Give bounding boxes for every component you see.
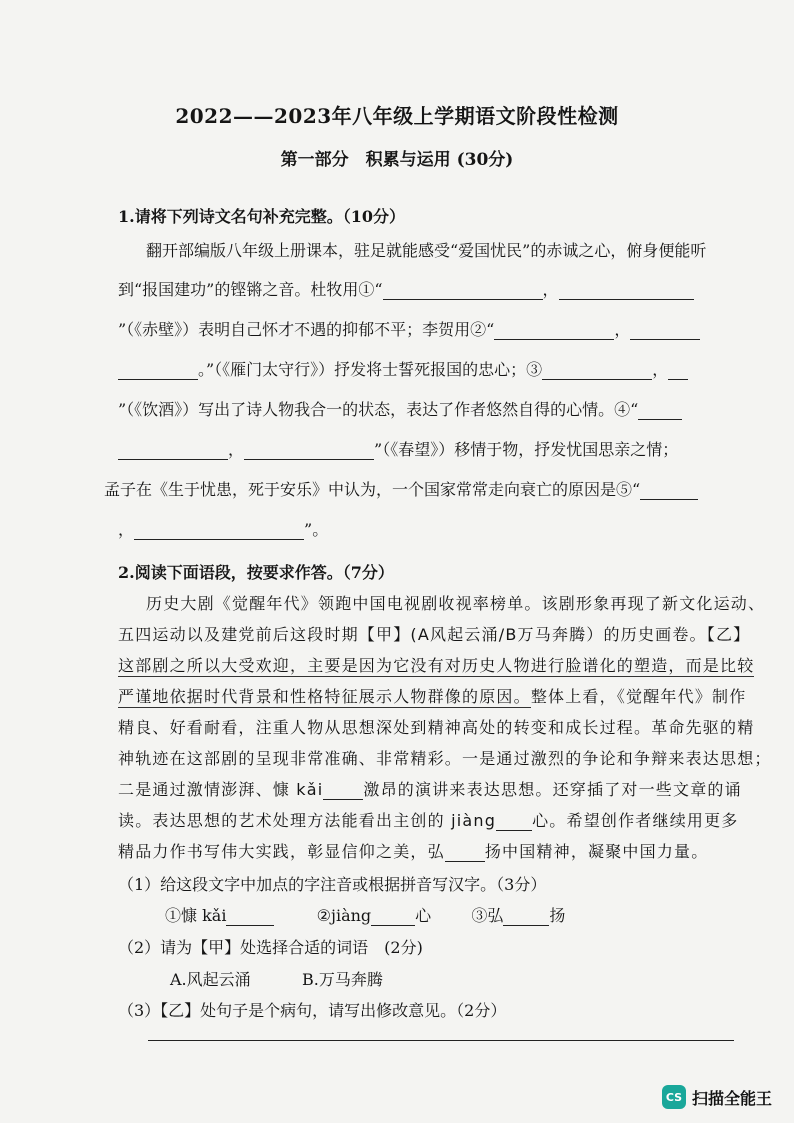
q2-passage-line: 严谨地依据时代背景和性格特征展示人物群像的原因。整体上看，《觉醒年代》制作 [118, 687, 747, 706]
q2-passage-line: 五四运动以及建党前后这段时期【甲】(A风起云涌/B万马奔腾）的历史画卷。【乙】 [118, 625, 751, 644]
exam-title: 2022——2023年八年级上学期语文阶段性检测 [175, 104, 619, 128]
answer-blank[interactable] [638, 401, 682, 420]
answer-blank[interactable] [371, 907, 415, 926]
q2-passage-line [118, 653, 755, 676]
answer-blank[interactable] [630, 321, 700, 340]
q1-line-1: 翻开部编版八年级上册课本，驻足就能感受“爱国忧民”的赤诚之心，俯身便能听 [146, 241, 707, 260]
answer-blank[interactable] [244, 441, 374, 460]
answer-blank[interactable] [640, 481, 698, 500]
q2-passage-line: 精品力作书写伟大实践，彰显信仰之美，弘 扬中国精神，凝聚中国力量。 [118, 842, 709, 861]
q1-line-2: 到“报国建功”的铿锵之音。杜牧用①“ ， [118, 277, 728, 300]
answer-blank[interactable] [134, 521, 304, 540]
answer-blank[interactable] [503, 907, 549, 926]
q1-line-5: ”（《饮酒》）写出了诗人物我合一的状态，表达了作者悠然自得的心情。④“ [118, 397, 728, 420]
q2-sub1-prompt: （1）给这段文字中加点的字注音或根据拼音写汉字。（3分） [118, 875, 547, 894]
watermark-label: 扫描全能王 [692, 1088, 773, 1108]
q2-heading: 2.阅读下面语段，按要求作答。（7分） [118, 563, 394, 582]
q2-passage-line: 神轨迹在这部剧的呈现非常准确、非常精彩。一是通过激烈的争论和争辩来表达思想； [118, 749, 772, 768]
sick-sentence-underline: 这部剧之所以大受欢迎，主要是因为它没有对历史人物进行脸谱化的塑造，而是比较 [118, 656, 755, 675]
answer-blank[interactable] [118, 441, 228, 460]
answer-blank[interactable] [226, 907, 274, 926]
q2-passage-line: 读。表达思想的艺术处理方法能看出主创的 jiàng 心。希望创作者继续用更多 [118, 811, 739, 830]
q1-heading: 1.请将下列诗文名句补充完整。（10分） [118, 207, 405, 226]
answer-blank[interactable] [323, 781, 363, 800]
answer-blank[interactable] [559, 281, 694, 300]
answer-blank[interactable] [383, 281, 543, 300]
answer-blank[interactable] [445, 843, 485, 862]
camscanner-logo-icon: CS [662, 1085, 686, 1109]
q1-line-6: ， ”（《春望》）移情于物，抒发忧国思亲之情； [118, 437, 728, 460]
answer-blank[interactable] [668, 361, 688, 380]
answer-blank[interactable] [118, 361, 198, 380]
answer-blank[interactable] [494, 321, 614, 340]
q2-sub2-option-a: A.风起云涌 [170, 970, 251, 989]
answer-blank[interactable] [496, 812, 532, 831]
q1-line-4: 。”（《雁门太守行》）抒发将士誓死报国的忠心；③ ， [118, 357, 728, 380]
sick-sentence-underline: 严谨地依据时代背景和性格特征展示人物群像的原因。 [118, 687, 531, 706]
q1-line-8: ， ”。 [118, 520, 329, 539]
answer-line[interactable] [148, 1040, 734, 1041]
q1-line-7: 孟子在《生于忧患，死于安乐》中认为，一个国家常常走向衰亡的原因是⑤“ [104, 477, 714, 500]
q2-passage-line: 历史大剧《觉醒年代》领跑中国电视剧收视率榜单。该剧形象再现了新文化运动、 [146, 594, 766, 613]
q2-sub3-prompt: （3）【乙】处句子是个病句，请写出修改意见。（2分） [118, 1001, 507, 1020]
q2-passage-line: 二是通过激情澎湃、慷 kǎi 激昂的演讲来表达思想。还穿插了对一些文章的诵 [118, 780, 742, 799]
q2-sub2-prompt: （2）请为【甲】处选择合适的词语 (2分) [118, 938, 423, 957]
q1-line-3: ”（《赤壁》）表明自己怀才不遇的抑郁不平；李贺用②“ ， [118, 317, 728, 340]
scanner-watermark [662, 1085, 772, 1109]
answer-blank[interactable] [542, 361, 652, 380]
q2-passage-line: 精良、好看耐看，注重人物从思想深处到精神高处的转变和成长过程。革命先驱的精 [118, 718, 755, 737]
section-title: 第一部分 积累与运用 (30分) [280, 150, 514, 170]
q2-sub1-items: ①慷 kǎi ②jiàng 心 ③弘 扬 [165, 906, 566, 925]
q2-sub2-option-b: B.万马奔腾 [302, 970, 383, 989]
